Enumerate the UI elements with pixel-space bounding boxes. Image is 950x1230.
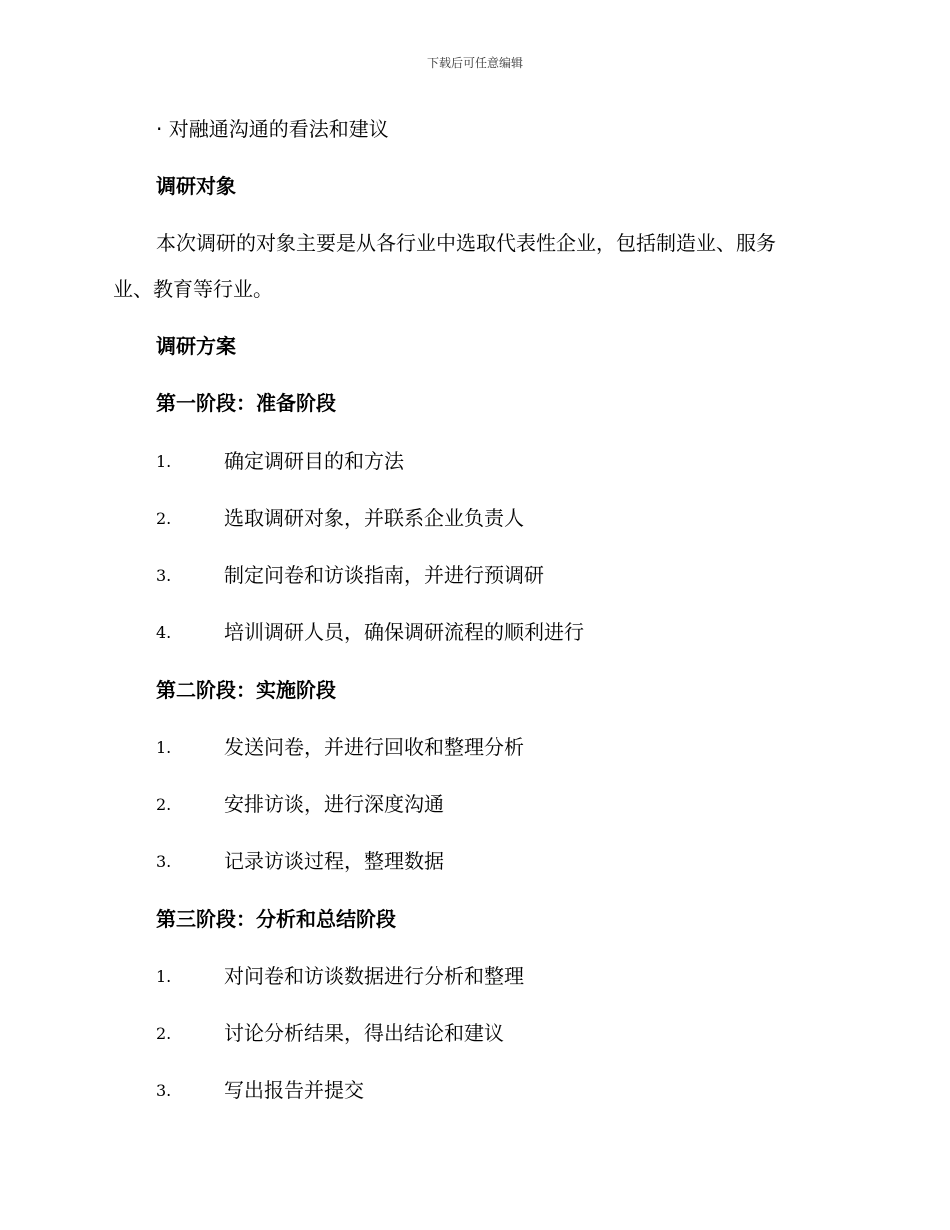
list-item-number: 2.: [156, 509, 172, 528]
list-item-number: 4.: [156, 623, 172, 642]
list-item-number: 1.: [156, 452, 172, 471]
page-header: 下载后可任意编辑: [426, 56, 523, 70]
phase1-title: 第一阶段：准备阶段: [156, 391, 336, 415]
list-item-text: 安排访谈，进行深度沟通: [224, 792, 444, 816]
list-item-number: 3.: [156, 1081, 172, 1100]
list-item-number: 3.: [156, 852, 172, 871]
section-title-plan: 调研方案: [156, 334, 236, 358]
list-item-text: 发送问卷，并进行回收和整理分析: [224, 735, 524, 759]
list-item-text: 培训调研人员，确保调研流程的顺利进行: [224, 620, 584, 644]
section-title-subjects: 调研对象: [156, 174, 236, 198]
phase3-title: 第三阶段：分析和总结阶段: [156, 907, 396, 931]
list-item-number: 2.: [156, 795, 172, 814]
subjects-paragraph-line-1: 本次调研的对象主要是从各行业中选取代表性企业，包括制造业、服务: [156, 231, 776, 255]
list-item-text: 选取调研对象，并联系企业负责人: [224, 506, 524, 530]
phase2-title: 第二阶段：实施阶段: [156, 678, 336, 702]
subjects-paragraph-line-2: 业、教育等行业。: [113, 277, 273, 301]
bullet-line: · 对融通沟通的看法和建议: [156, 117, 389, 141]
list-item-text: 对问卷和访谈数据进行分析和整理: [224, 964, 524, 988]
list-item-text: 确定调研目的和方法: [224, 449, 404, 473]
list-item-text: 写出报告并提交: [224, 1078, 364, 1102]
list-item-text: 记录访谈过程，整理数据: [224, 849, 444, 873]
list-item-number: 1.: [156, 738, 172, 757]
list-item-number: 3.: [156, 566, 172, 585]
list-item-text: 制定问卷和访谈指南，并进行预调研: [224, 563, 544, 587]
list-item-number: 2.: [156, 1024, 172, 1043]
list-item-text: 讨论分析结果，得出结论和建议: [224, 1021, 504, 1045]
list-item-number: 1.: [156, 967, 172, 986]
